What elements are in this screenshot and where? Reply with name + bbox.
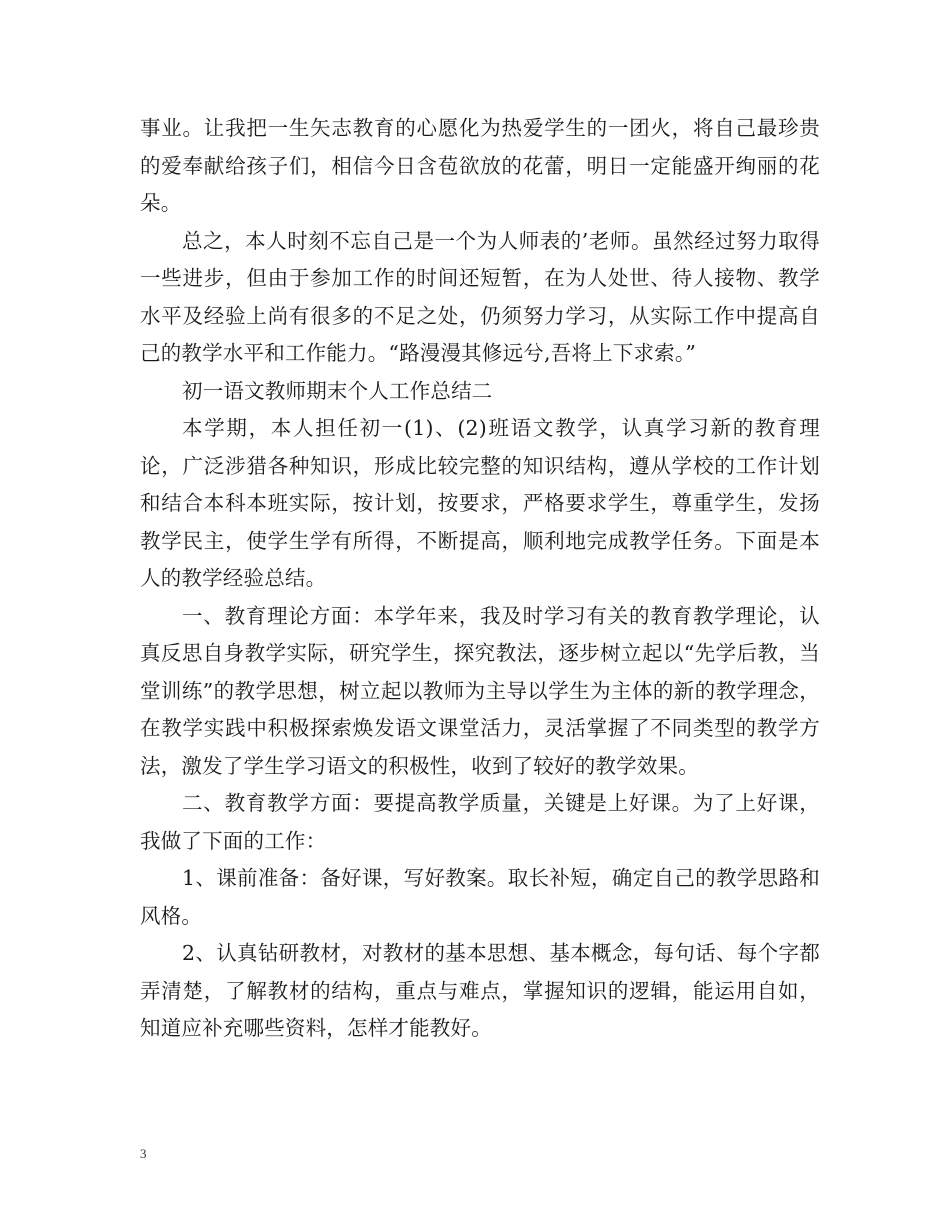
paragraph-6: 1、课前准备：备好课，写好教案。取长补短，确定自己的教学思路和风格。 — [140, 866, 820, 928]
document-body — [140, 110, 820, 1048]
paragraph-3: 本学期，本人担任初一(1)、(2)班语文教学，认真学习新的教育理论，广泛涉猎各种知识，形成比较完整的知识结构，遵从学校的工作计划和结合本科本班实际，按计划，按要求，严格要求学生，尊重学生，发扬教学民主，使学生学有所得，不断提高，顺利地完成教学任务。下面是本人的教学经验总结。 — [140, 416, 820, 590]
paragraph-2: 总之，本人时刻不忘自己是一个为人师表的’老师。虽然经过努力取得一些进步，但由于参加工作的时间还短暂，在为人处世、待人接物、教学水平及经验上尚有很多的不足之处，仍须努力学习，从实际工作中提高自己的教学水平和工作能力。“路漫漫其修远兮,吾将上下求索。” — [140, 228, 820, 365]
section-heading: 初一语文教师期末个人工作总结二 — [182, 378, 493, 403]
paragraph-5: 二、教育教学方面：要提高教学质量，关键是上好课。为了上好课，我做了下面的工作： — [140, 791, 820, 853]
paragraph-7: 2、认真钻研教材，对教材的基本思想、基本概念，每句话、每个字都弄清楚，了解教材的结构，重点与难点，掌握知识的逻辑，能运用自如，知道应补充哪些资料，怎样才能教好。 — [140, 941, 820, 1040]
paragraph-1: 事业。让我把一生矢志教育的心愿化为热爱学生的一团火，将自己最珍贵的爱奉献给孩子们，相信今日含苞欲放的花蕾，明日一定能盛开绚丽的花朵。 — [140, 116, 820, 215]
paragraph-4: 一、教育理论方面：本学年来，我及时学习有关的教育教学理论，认真反思自身教学实际，研究学生，探究教法，逐步树立起以“先学后教，当堂训练”的教学思想，树立起以教师为主导以学生为主体的新的教学理念，在教学实践中积极探索焕发语文课堂活力，灵活掌握了不同类型的教学方法，激发了学生学习语文的积极性，收到了较好的教学效果。 — [140, 603, 820, 778]
page-number: 3 — [140, 1146, 147, 1161]
